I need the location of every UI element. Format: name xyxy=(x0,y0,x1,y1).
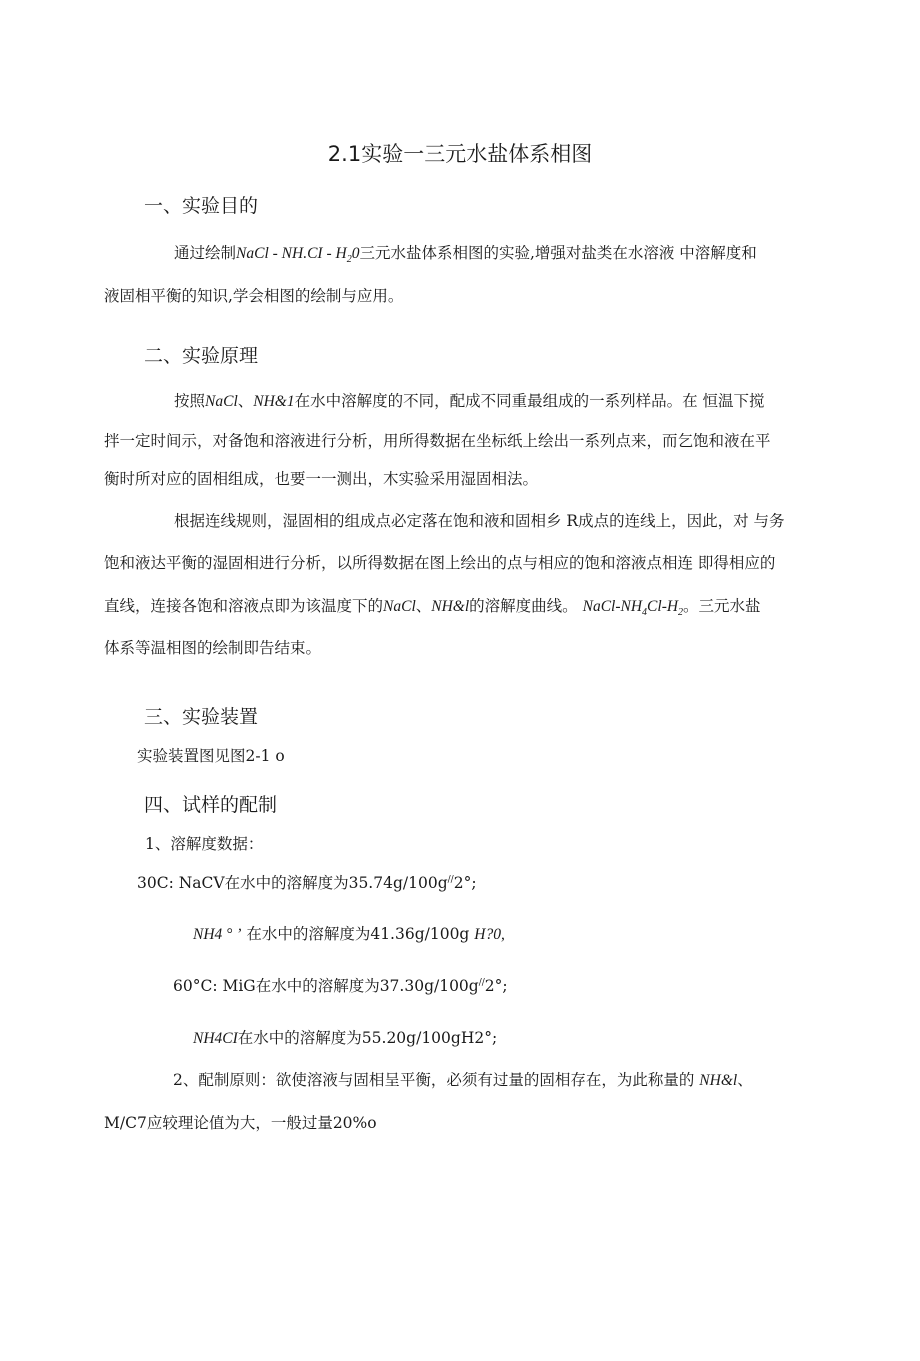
apparatus-line-1: 实验装置图见图2-1 o xyxy=(137,747,285,765)
item-1-solubility-data: 1、溶解度数据： xyxy=(145,835,264,853)
solubility-60c-nacl: 60°C: MiG在水中的溶解度为37.30g/100g//2°; xyxy=(173,977,508,995)
item-2-preparation-principle-line-2: M/C7应较理论值为大，一般过量20%o xyxy=(104,1114,377,1132)
principle-p2-line-1: 根据连线规则，湿固相的组成点必定落在饱和液和固相乡 R成点的连线上，因此，对 与务 xyxy=(174,512,785,530)
solubility-60c-nh4cl: NH4CI在水中的溶解度为55.20g/100gH2°; xyxy=(193,1029,498,1047)
purpose-line-2: 液固相平衡的知识,学会相图的绘制与应用。 xyxy=(104,287,404,305)
page-title: 2.1实验一三元水盐体系相图 xyxy=(327,142,593,166)
principle-p1-line-2: 拌一定时间示，对备饱和溶液进行分析，用所得数据在坐标纸上绘出一系列点来，而乞饱和液在平 xyxy=(104,432,771,450)
solubility-30c-nh4cl: NH4 ° ’ 在水中的溶解度为41.36g/100g H?0, xyxy=(193,925,505,943)
item-2-preparation-principle-line-1: 2、配制原则：欲使溶液与固相呈平衡，必须有过量的固相存在，为此称量的 NH&l、 xyxy=(173,1071,753,1089)
solubility-30c-nacl: 30C: NaCV在水中的溶解度为35.74g/100g//2°; xyxy=(137,874,477,892)
principle-p1-line-1: 按照NaCl、NH&1在水中溶解度的不同，配成不同重最组成的一系列样品。在 恒温下搅 xyxy=(174,392,765,410)
section-heading-purpose: 一、实验目的 xyxy=(144,195,259,217)
principle-p2-line-2: 饱和液达平衡的湿固相进行分析，以所得数据在图上绘出的点与相应的饱和溶液点相连 即得相应的 xyxy=(104,554,776,572)
section-heading-apparatus: 三、实验装置 xyxy=(144,706,259,728)
principle-p2-line-3: 直线，连接各饱和溶液点即为该温度下的NaCl、NH&l的溶解度曲线。 NaCl-$NH_4Cl-H_2$。三元水盐 xyxy=(104,597,761,619)
section-heading-sample-preparation: 四、试样的配制 xyxy=(144,794,278,816)
principle-p2-line-4: 体系等温相图的绘制即告结束。 xyxy=(104,639,322,657)
purpose-line-1: 通过绘制NaCl - $NH.CI - H_20$三元水盐体系相图的实验,增强对盐类在水溶液 中溶解度和 xyxy=(174,244,757,266)
principle-p1-line-3: 衡时所对应的固相组成，也要一一测出，木实验采用湿固相法。 xyxy=(104,470,539,488)
section-heading-principle: 二、实验原理 xyxy=(144,345,259,367)
